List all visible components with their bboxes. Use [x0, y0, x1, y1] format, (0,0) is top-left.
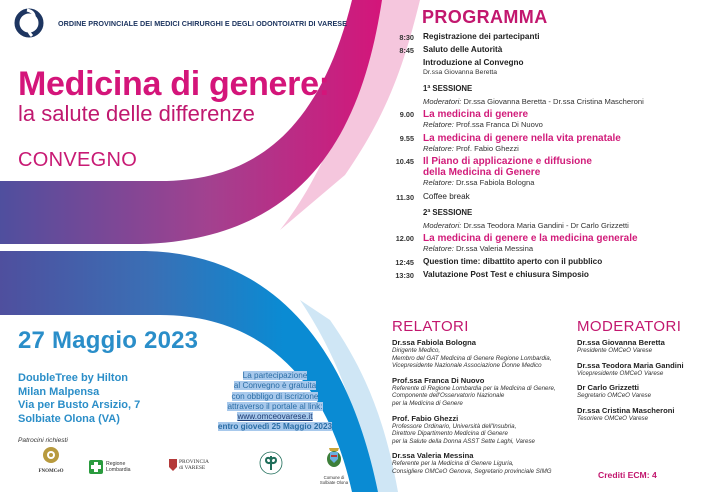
- speaker-role: Referente per la Medicina di Genere Liguria,: [392, 460, 514, 468]
- fnomceo-logo: [26, 446, 76, 474]
- event-title: Medicina di genere:: [18, 65, 330, 103]
- talk-speaker: Prof. Fabio Ghezzi: [455, 143, 519, 153]
- venue-line: Milan Malpensa: [18, 385, 100, 398]
- speaker-label: Relatore:: [423, 178, 454, 187]
- speakers-title: RELATORI: [392, 318, 469, 335]
- session-moderators: Dr.ssa Giovanna Beretta - Dr.ssa Cristina Mascheroni: [463, 96, 644, 106]
- speaker-entry: [392, 338, 570, 370]
- speaker-role: Referente di Regione Lombardia per la Medicina di Genere,: [392, 384, 556, 392]
- registration-link[interactable]: www.omceovarese.it: [237, 412, 313, 422]
- moderator-name: Dr.ssa Teodora Maria Gandini: [577, 360, 684, 370]
- schedule-time: 12:45: [395, 257, 414, 267]
- schedule-time: 11.30: [396, 192, 414, 202]
- speaker-role: Professore Ordinario, Università dell'Insubria,: [392, 422, 517, 430]
- schedule-item: Introduzione al Convegno: [423, 58, 524, 67]
- speaker-role: Componente dell'Osservatorio Nazionale: [392, 392, 505, 400]
- schedule-time: [390, 58, 414, 78]
- speaker-role: Consigliere OMCeO Genova, Segretario provinciale SIMG: [392, 467, 552, 475]
- schedule-row: [390, 257, 700, 267]
- speakers-list: [392, 338, 570, 482]
- speaker-role: Dirigente Medico,: [392, 347, 441, 354]
- schedule-item: Coffee break: [423, 191, 470, 201]
- org-name: ORDINE PROVINCIALE DEI MEDICI CHIRURGHI E DEGLI ODONTOIATRI DI VARESE: [58, 18, 347, 28]
- regione-label-line2: Lombardia: [106, 467, 131, 473]
- talk-row: [390, 133, 700, 154]
- comune-solbiate-olona-logo: [314, 446, 354, 485]
- speaker-role: per la Salute della Donna ASST Sette Laghi, Varese: [392, 437, 535, 445]
- registration-notice: [206, 371, 344, 433]
- medical-emblem-logo: [259, 451, 283, 480]
- speaker-entry: [392, 451, 570, 475]
- comune-solbiate-olona-crest-icon: [326, 446, 342, 470]
- moderators-label: Moderatori:: [423, 96, 462, 106]
- talk-speaker: Dr.ssa Fabiola Bologna: [455, 178, 535, 187]
- moderator-role: Presidente OMCeO Varese: [577, 347, 653, 354]
- speaker-role: Membro del GAT Medicina di Genere Regione Lombardia,: [392, 354, 552, 362]
- schedule-row: [390, 270, 700, 280]
- notice-line: La partecipazione: [242, 371, 308, 380]
- talk-row: [390, 109, 700, 130]
- speaker-label: Relatore:: [423, 244, 454, 253]
- schedule-item: Registrazione dei partecipanti: [423, 32, 540, 41]
- provincia-varese-logo-icon: [169, 459, 177, 471]
- schedule-time: 12.00: [395, 234, 414, 243]
- event-date: 27 Maggio 2023: [18, 327, 199, 354]
- venue-address: [18, 372, 140, 426]
- speaker-name: Prof.ssa Franca Di Nuovo: [392, 375, 485, 385]
- comune-label-line1: Comune di: [323, 475, 345, 480]
- speaker-name: Dr.ssa Fabiola Bologna: [392, 338, 476, 347]
- notice-line: con obbligo di iscrizione: [231, 391, 319, 401]
- schedule-time: 9.00: [399, 110, 414, 119]
- moderator-role: Vicepresidente OMCeO Varese: [577, 369, 664, 377]
- talk-title: La medicina di genere e la medicina generale: [423, 233, 638, 244]
- schedule-time: 13:30: [395, 270, 414, 280]
- moderators-list: [577, 338, 702, 428]
- moderator-entry: [577, 338, 702, 355]
- venue-line: Via per Busto Arsizio, 7: [18, 399, 141, 411]
- moderator-role: Segretario OMCeO Varese: [577, 392, 652, 400]
- moderator-entry: [577, 383, 702, 400]
- schedule-item: Valutazione Post Test e chiusura Simposio: [423, 269, 589, 279]
- moderator-name: Dr Carlo Grizzetti: [577, 383, 640, 393]
- talk-row: [390, 156, 700, 188]
- speaker-entry: [392, 376, 570, 408]
- speaker-entry: [392, 414, 570, 446]
- schedule-time: 10.45: [395, 157, 414, 166]
- talk-title: Il Piano di applicazione e diffusione: [423, 156, 592, 167]
- patronage-label: Patrocini richiesti: [18, 437, 68, 444]
- registration-deadline: entro giovedì 25 Maggio 2023: [217, 422, 333, 432]
- talk-speaker: Prof.ssa Franca Di Nuovo: [455, 120, 543, 129]
- session-header: [390, 205, 700, 231]
- regione-lombardia-logo: [89, 460, 131, 474]
- moderators-label: Moderatori:: [423, 220, 462, 230]
- moderator-name: Dr.ssa Cristina Mascheroni: [577, 405, 675, 415]
- ecm-credits: Crediti ECM: 4: [598, 470, 657, 480]
- moderator-entry: [577, 361, 702, 378]
- session-moderators: Dr.ssa Teodora Maria Gandini - Dr Carlo Grizzetti: [463, 220, 629, 230]
- venue-line: DoubleTree by Hilton: [18, 372, 129, 384]
- speaker-role: per la Medicina di Genere: [392, 399, 463, 407]
- notice-line: attraverso il portale al link:: [227, 401, 323, 411]
- talk-title: La medicina di genere: [423, 109, 529, 120]
- regione-label-line1: Regione: [106, 461, 126, 467]
- provincia-label-line1: PROVINCIA: [179, 459, 209, 465]
- event-type: CONVEGNO: [18, 149, 138, 171]
- session-title: 2ª SESSIONE: [423, 207, 473, 217]
- session-title: 1ª SESSIONE: [423, 83, 473, 93]
- schedule-item: Saluto delle Autorità: [423, 45, 503, 54]
- speaker-name: Prof. Fabio Ghezzi: [392, 413, 459, 423]
- schedule-row: [390, 32, 700, 42]
- header: [14, 8, 347, 38]
- regione-lombardia-logo-icon: [89, 460, 103, 474]
- talk-title-line2: della Medicina di Genere: [423, 167, 541, 178]
- schedule-speaker: Dr.ssa Giovanna Beretta: [423, 69, 498, 76]
- programme-title: PROGRAMMA: [422, 7, 548, 27]
- provincia-varese-logo: [169, 459, 209, 471]
- fnomceo-label: FNOMCeO: [38, 469, 64, 474]
- fnomceo-logo-icon: [42, 446, 60, 464]
- patronage-logos: [14, 446, 359, 492]
- event-subtitle: la salute delle differenze: [18, 101, 255, 126]
- talk-title: La medicina di genere nella vita prenatale: [423, 132, 621, 144]
- talk-row: [390, 233, 700, 254]
- medical-emblem-logo-icon: [259, 451, 283, 475]
- omceo-logo-icon: [14, 8, 44, 38]
- schedule-item: Question time: dibattito aperto con il pubblico: [423, 256, 603, 266]
- moderator-entry: [577, 406, 702, 423]
- speaker-role: Direttore Dipartimento Medicina di Genere: [392, 430, 508, 438]
- moderator-role: Tesoriere OMCeO Varese: [577, 414, 649, 422]
- event-title-block: [18, 66, 330, 172]
- programme-schedule: [390, 32, 700, 283]
- moderator-name: Dr.ssa Giovanna Beretta: [577, 338, 665, 347]
- schedule-time: 8:45: [399, 46, 414, 55]
- moderators-title: MODERATORI: [577, 318, 682, 335]
- speaker-label: Relatore:: [423, 120, 454, 129]
- notice-line: al Convegno è gratuita: [233, 381, 317, 391]
- venue-line: Solbiate Olona (VA): [18, 412, 120, 425]
- schedule-row: [390, 192, 700, 202]
- session-header: [390, 81, 700, 107]
- schedule-row: [390, 45, 700, 55]
- schedule-time: 9.55: [399, 133, 414, 143]
- speaker-name: Dr.ssa Valeria Messina: [392, 451, 474, 461]
- provincia-label-line2: di VARESE: [179, 465, 206, 471]
- speaker-role: Vicepresidente Nazionale Associazione Donne Medico: [392, 362, 542, 370]
- speaker-label: Relatore:: [423, 143, 454, 153]
- comune-label-line2: Solbiate Olona: [319, 480, 349, 485]
- talk-speaker: Dr.ssa Valeria Messina: [455, 244, 534, 253]
- schedule-time: 8:30: [399, 33, 414, 42]
- schedule-row: [390, 58, 700, 78]
